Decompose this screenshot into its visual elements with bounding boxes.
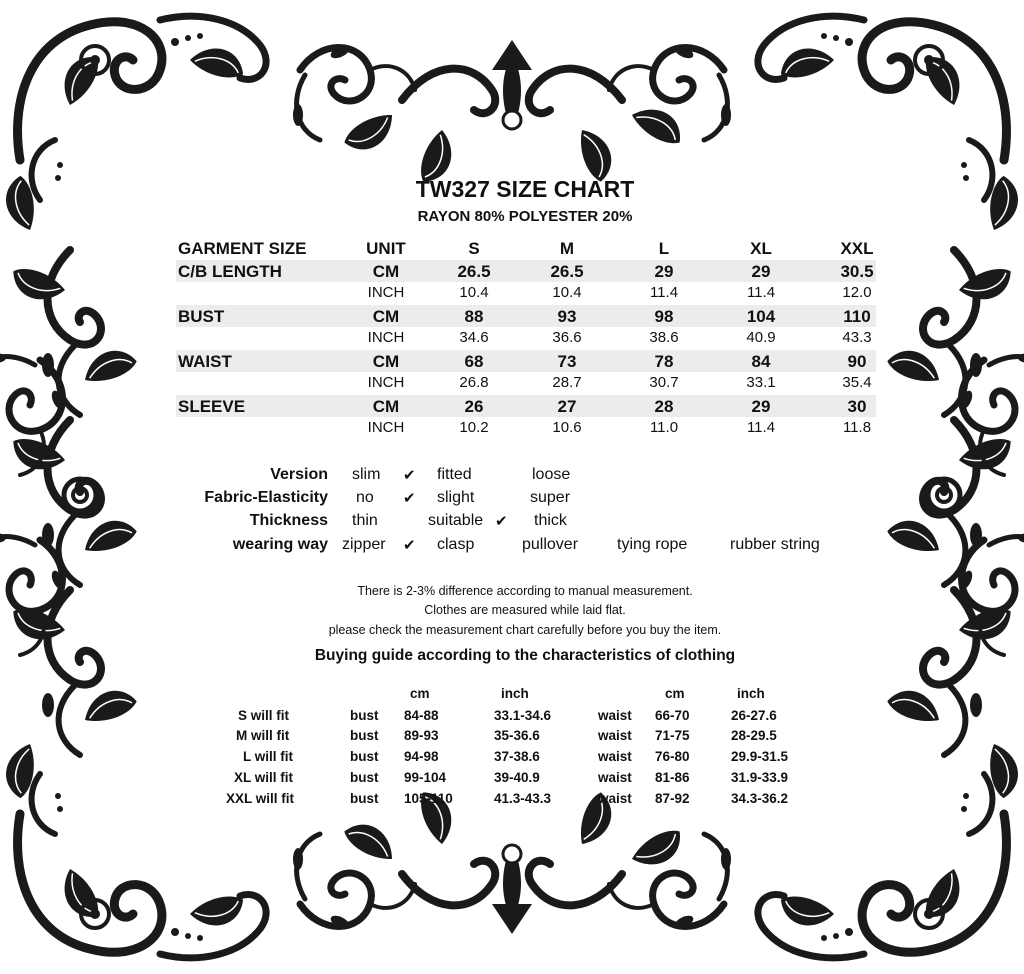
characteristic-label: Version (270, 466, 328, 483)
range-inch: 35-36.6 (494, 728, 540, 743)
note-laid-flat: Clothes are measured while laid flat. (424, 603, 626, 617)
buying-guide-title: Buying guide according to the characteristics of clothing (314, 647, 736, 664)
value-cell: 36.6 (552, 329, 582, 346)
option-super: super (530, 489, 571, 506)
measure-name: waist (598, 728, 632, 743)
characteristic-thickness (0, 512, 1024, 534)
measure-name: waist (598, 791, 632, 806)
measure-name: waist (598, 708, 632, 723)
range-inch: 26-27.6 (731, 708, 777, 723)
option-fitted: fitted (437, 466, 472, 483)
value-cell: 11.4 (746, 419, 776, 436)
characteristic-wearing-way (0, 536, 1024, 558)
value-cell: 98 (654, 306, 674, 326)
value-cell: 40.9 (746, 329, 776, 346)
fabric-composition: RAYON 80% POLYESTER 20% (417, 208, 633, 225)
value-cell: 30 (847, 396, 867, 416)
value-cell: 88 (464, 306, 484, 326)
guide-header-inch: inch (501, 686, 529, 701)
unit-cell: CM (372, 351, 400, 371)
value-cell: 26.5 (550, 261, 584, 281)
value-cell: 26 (464, 396, 484, 416)
value-cell: 30.5 (840, 261, 874, 281)
value-cell: 10.4 (552, 284, 582, 301)
option-slim: slim (352, 466, 381, 483)
check-icon: ✔ (403, 467, 416, 484)
measurement-name: SLEEVE (178, 396, 246, 416)
value-cell: 10.4 (459, 284, 489, 301)
size-header-xxl: XXL (840, 239, 874, 258)
option-no: no (356, 489, 374, 506)
table-row (176, 260, 876, 283)
range-cm: 66-70 (655, 708, 690, 723)
measure-name: waist (598, 749, 632, 764)
value-cell: 110 (843, 306, 871, 326)
range-inch: 28-29.5 (731, 728, 777, 743)
measurement-name: WAIST (178, 351, 232, 371)
fit-label: L will fit (243, 749, 293, 764)
value-cell: 11.4 (746, 284, 776, 301)
guide-header-inch: inch (737, 686, 765, 701)
measure-name: bust (350, 708, 379, 723)
value-cell: 29 (751, 396, 771, 416)
unit-cell: CM (372, 396, 400, 416)
unit-cell: INCH (367, 419, 405, 436)
unit-header: UNIT (366, 239, 406, 258)
value-cell: 28.7 (552, 374, 582, 391)
option-tying-rope: tying rope (617, 536, 688, 553)
table-row (176, 327, 876, 350)
table-row (176, 282, 876, 305)
fit-label: XXL will fit (226, 791, 295, 806)
range-cm: 76-80 (655, 749, 690, 764)
range-inch: 29.9-31.5 (731, 749, 789, 764)
fit-label: S will fit (238, 708, 290, 723)
fit-label: XL will fit (234, 770, 294, 785)
measure-name: bust (350, 791, 379, 806)
value-cell: 34.6 (459, 329, 489, 346)
measure-name: bust (350, 770, 379, 785)
table-row (176, 372, 876, 395)
table-row (176, 350, 876, 373)
option-suitable: suitable (428, 512, 484, 529)
value-cell: 29 (654, 261, 674, 281)
option-zipper: zipper (342, 536, 386, 553)
range-cm: 94-98 (404, 749, 439, 764)
value-cell: 12.0 (842, 284, 872, 301)
range-cm: 71-75 (655, 728, 690, 743)
guide-header-cm: cm (410, 686, 430, 701)
unit-cell: INCH (367, 284, 405, 301)
unit-cell: INCH (367, 329, 405, 346)
value-cell: 29 (751, 261, 771, 281)
size-table (176, 237, 876, 440)
fit-label: M will fit (236, 728, 290, 743)
list-item (0, 791, 1024, 811)
characteristic-label: Fabric-Elasticity (204, 489, 328, 506)
check-icon: ✔ (403, 490, 416, 507)
list-item (0, 770, 1024, 790)
value-cell: 30.7 (649, 374, 679, 391)
table-row (176, 417, 876, 440)
option-thick: thick (534, 512, 567, 529)
value-cell: 84 (751, 351, 771, 371)
guide-header-cm: cm (665, 686, 685, 701)
value-cell: 73 (557, 351, 577, 371)
characteristic-label: wearing way (232, 536, 328, 553)
size-header-xl: XL (750, 239, 772, 258)
value-cell: 10.2 (459, 419, 489, 436)
value-cell: 68 (464, 351, 484, 371)
range-inch: 41.3-43.3 (494, 791, 552, 806)
measurement-name: BUST (178, 306, 225, 326)
unit-cell: CM (372, 306, 400, 326)
range-cm: 99-104 (404, 770, 447, 785)
list-item (0, 749, 1024, 769)
option-clasp: clasp (437, 536, 475, 553)
check-icon: ✔ (403, 537, 416, 554)
garment-size-header: GARMENT SIZE (178, 239, 307, 258)
note-check-chart: please check the measurement chart carefully before you buy the item. (328, 623, 722, 637)
range-inch: 34.3-36.2 (731, 791, 789, 806)
range-inch: 33.1-34.6 (494, 708, 552, 723)
value-cell: 11.8 (842, 419, 872, 436)
size-table-header (176, 237, 876, 260)
option-thin: thin (352, 512, 378, 529)
range-cm: 87-92 (655, 791, 690, 806)
value-cell: 11.4 (649, 284, 679, 301)
characteristic-fabric-elasticity (0, 489, 1024, 511)
measure-name: waist (598, 770, 632, 785)
range-inch: 39-40.9 (494, 770, 540, 785)
range-cm: 81-86 (655, 770, 690, 785)
value-cell: 35.4 (842, 374, 872, 391)
value-cell: 10.6 (552, 419, 582, 436)
value-cell: 11.0 (649, 419, 679, 436)
value-cell: 28 (654, 396, 674, 416)
table-row (176, 395, 876, 418)
range-cm: 105-110 (404, 791, 453, 806)
measure-name: bust (350, 749, 379, 764)
unit-cell: INCH (367, 374, 405, 391)
value-cell: 43.3 (842, 329, 872, 346)
range-inch: 37-38.6 (494, 749, 540, 764)
value-cell: 38.6 (649, 329, 679, 346)
value-cell: 26.5 (457, 261, 491, 281)
value-cell: 27 (557, 396, 577, 416)
size-header-s: S (468, 239, 480, 258)
unit-cell: CM (372, 261, 400, 281)
value-cell: 78 (654, 351, 674, 371)
table-row (176, 305, 876, 328)
measure-name: bust (350, 728, 379, 743)
value-cell: 33.1 (746, 374, 776, 391)
range-cm: 89-93 (404, 728, 439, 743)
list-item (0, 728, 1024, 748)
value-cell: 26.8 (459, 374, 489, 391)
range-inch: 31.9-33.9 (731, 770, 789, 785)
value-cell: 104 (746, 306, 776, 326)
list-item (0, 708, 1024, 728)
value-cell: 93 (557, 306, 577, 326)
size-header-m: M (559, 239, 575, 258)
value-cell: 90 (847, 351, 867, 371)
range-cm: 84-88 (404, 708, 439, 723)
option-rubber-string: rubber string (730, 536, 820, 553)
measurement-name: C/B LENGTH (178, 261, 282, 281)
size-header-l: L (658, 239, 670, 258)
characteristic-label: Thickness (249, 512, 328, 529)
page-title: TW327 SIZE CHART (415, 176, 635, 202)
note-measurement-difference: There is 2-3% difference according to manual measurement. (357, 584, 693, 598)
option-pullover: pullover (522, 536, 579, 553)
characteristic-version (0, 466, 1024, 488)
check-icon: ✔ (495, 513, 508, 530)
option-slight: slight (437, 489, 475, 506)
option-loose: loose (532, 466, 571, 483)
